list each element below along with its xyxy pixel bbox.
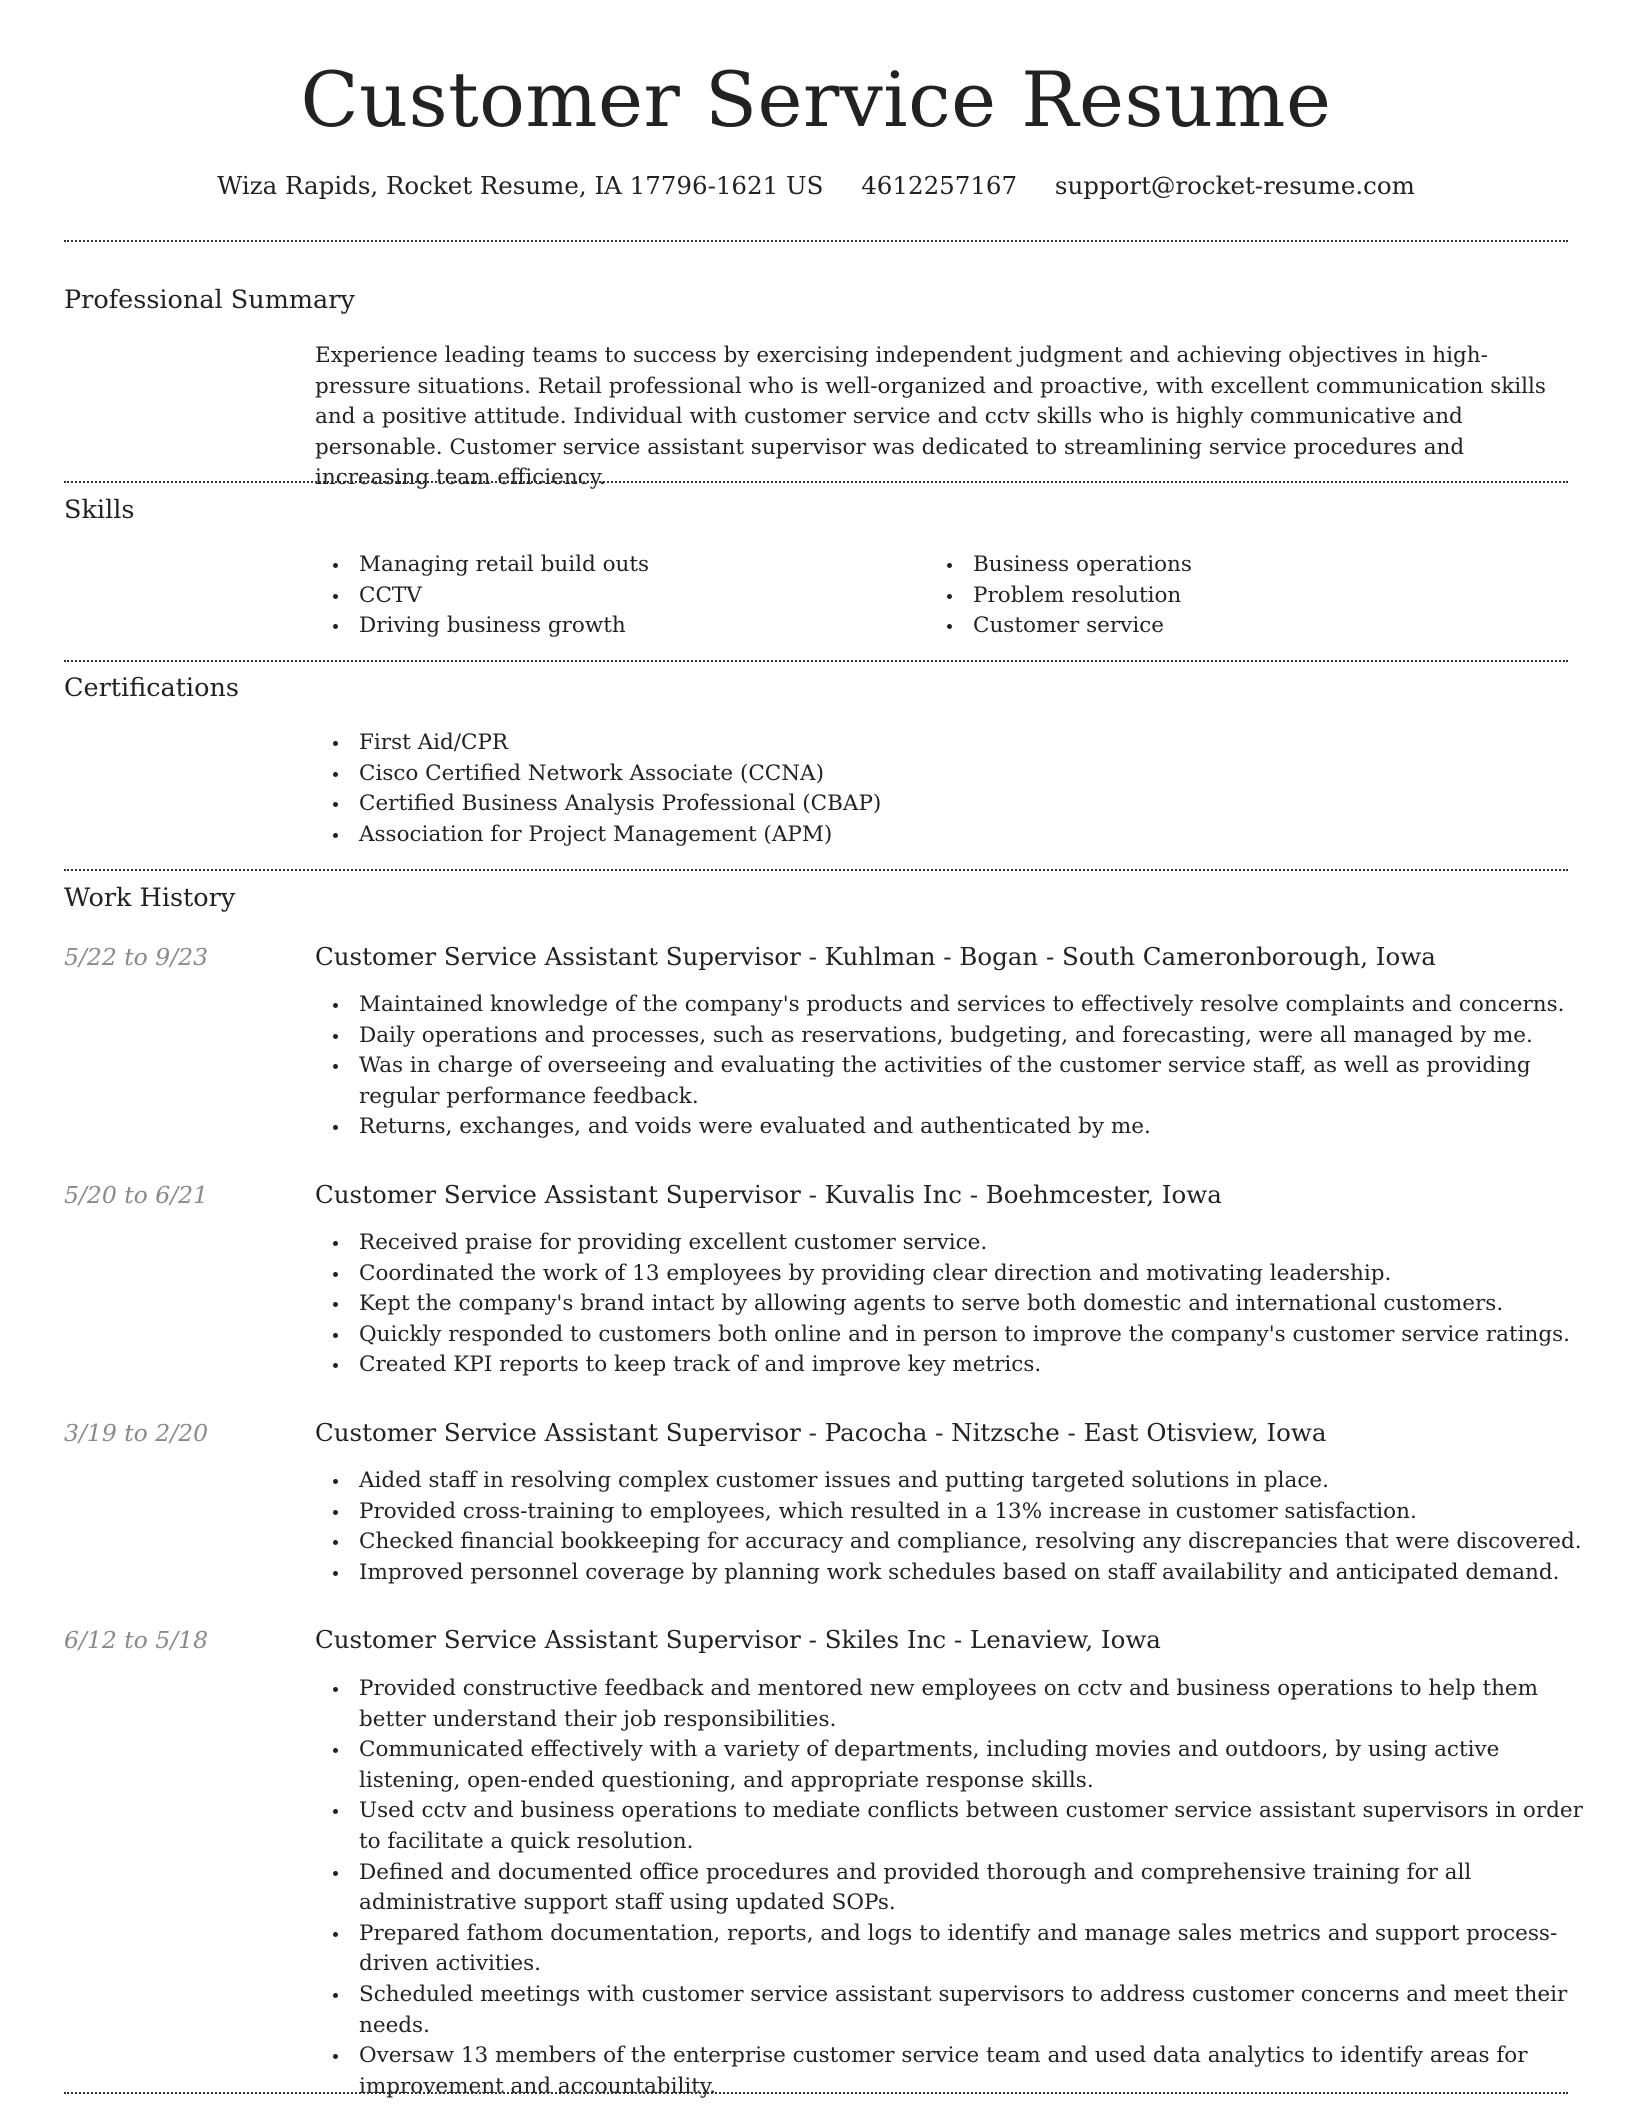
contact-email: support@rocket-resume.com [1054,171,1415,200]
job-bullet: Daily operations and processes, such as reservations, budgeting, and forecasting, were all managed by me. [359,1021,1589,1052]
skills-heading: Skills [64,495,135,525]
section-divider [64,660,1568,662]
contact-info [0,170,1632,202]
job-date: 5/22 to 9/23 [64,943,209,971]
skills-list-right [929,550,1533,642]
job-bullets [315,1674,1589,2102]
job-bullet: Quickly responded to customers both online and in person to improve the company's customer service ratings. [359,1320,1589,1351]
section-divider [64,2092,1568,2094]
job-bullet: Coordinated the work of 13 employees by providing clear direction and motivating leadership. [359,1259,1589,1290]
certification-item: Cisco Certified Network Associate (CCNA) [359,759,1459,790]
skill-item: Problem resolution [973,581,1533,612]
job-bullet: Kept the company's brand intact by allowing agents to serve both domestic and international customers. [359,1289,1589,1320]
job-bullet: Checked financial bookkeeping for accuracy and compliance, resolving any discrepancies that were discovered. [359,1527,1589,1558]
job-title: Customer Service Assistant Supervisor - Skiles Inc - Lenaview, Iowa [315,1625,1161,1654]
section-divider [64,240,1568,242]
job-bullet: Received praise for providing excellent customer service. [359,1228,1589,1259]
job-date: 3/19 to 2/20 [64,1419,209,1447]
job-bullet: Maintained knowledge of the company's products and services to effectively resolve complaints and concerns. [359,990,1589,1021]
contact-address: Wiza Rapids, Rocket Resume, IA 17796-1621 US [217,171,824,200]
summary-text: Experience leading teams to success by exercising independent judgment and achieving objectives in high-pressure situations. Retail professional who is well-organized and proactive, with excellent communication skills and a positive attitude. Individual with customer service and cctv skills who is highly communicative and personable. Customer service assistant supervisor was dedicated to streamlining service procedures and increasing team efficiency. [315,343,1546,491]
job-bullet: Provided cross-training to employees, which resulted in a 13% increase in customer satisfaction. [359,1497,1589,1528]
job-bullets [315,990,1589,1143]
skill-item: Business operations [973,550,1533,581]
job-bullet: Defined and documented office procedures and provided thorough and comprehensive training for all administrative support staff using updated SOPs. [359,1858,1589,1919]
job-date: 6/12 to 5/18 [64,1626,209,1654]
skill-item: Customer service [973,611,1533,642]
job-bullets [315,1228,1589,1381]
certification-item: Association for Project Management (APM) [359,820,1459,851]
skills-list-left [315,550,919,642]
job-bullet: Oversaw 13 members of the enterprise customer service team and used data analytics to identify areas for improvement and accountability. [359,2041,1589,2102]
certification-item: Certified Business Analysis Professional (CBAP) [359,789,1459,820]
certifications-list [315,728,1459,850]
job-bullet: Scheduled meetings with customer service assistant supervisors to address customer concerns and meet their needs. [359,1980,1589,2041]
job-bullet: Aided staff in resolving complex customer issues and putting targeted solutions in place. [359,1466,1589,1497]
work-history-heading: Work History [64,883,236,913]
job-bullet: Communicated effectively with a variety of departments, including movies and outdoors, by using active listening, open-ended questioning, and appropriate response skills. [359,1735,1589,1796]
section-divider [64,481,1568,483]
job-bullet: Was in charge of overseeing and evaluating the activities of the customer service staff, as well as providing regular performance feedback. [359,1051,1589,1112]
job-bullets [315,1466,1589,1588]
job-title: Customer Service Assistant Supervisor - Kuvalis Inc - Boehmcester, Iowa [315,1180,1222,1209]
job-title: Customer Service Assistant Supervisor - Kuhlman - Bogan - South Cameronborough, Iowa [315,942,1436,971]
job-bullet: Provided constructive feedback and mentored new employees on cctv and business operations to help them better understand their job responsibilities. [359,1674,1589,1735]
section-divider [64,869,1568,871]
job-bullet: Used cctv and business operations to mediate conflicts between customer service assistant supervisors in order to facilitate a quick resolution. [359,1796,1589,1857]
job-bullet: Returns, exchanges, and voids were evaluated and authenticated by me. [359,1112,1589,1143]
certifications-heading: Certifications [64,673,239,703]
certification-item: First Aid/CPR [359,728,1459,759]
summary-heading: Professional Summary [64,285,355,315]
contact-phone: 4612257167 [861,171,1018,200]
job-bullet: Created KPI reports to keep track of and improve key metrics. [359,1350,1589,1381]
job-title: Customer Service Assistant Supervisor - Pacocha - Nitzsche - East Otisview, Iowa [315,1418,1327,1447]
job-date: 5/20 to 6/21 [64,1181,209,1209]
skill-item: CCTV [359,581,919,612]
job-bullet: Improved personnel coverage by planning work schedules based on staff availability and anticipated demand. [359,1558,1589,1589]
skill-item: Managing retail build outs [359,550,919,581]
resume-title: Customer Service Resume [300,55,1332,144]
job-bullet: Prepared fathom documentation, reports, and logs to identify and manage sales metrics and support process-driven activities. [359,1919,1589,1980]
skill-item: Driving business growth [359,611,919,642]
